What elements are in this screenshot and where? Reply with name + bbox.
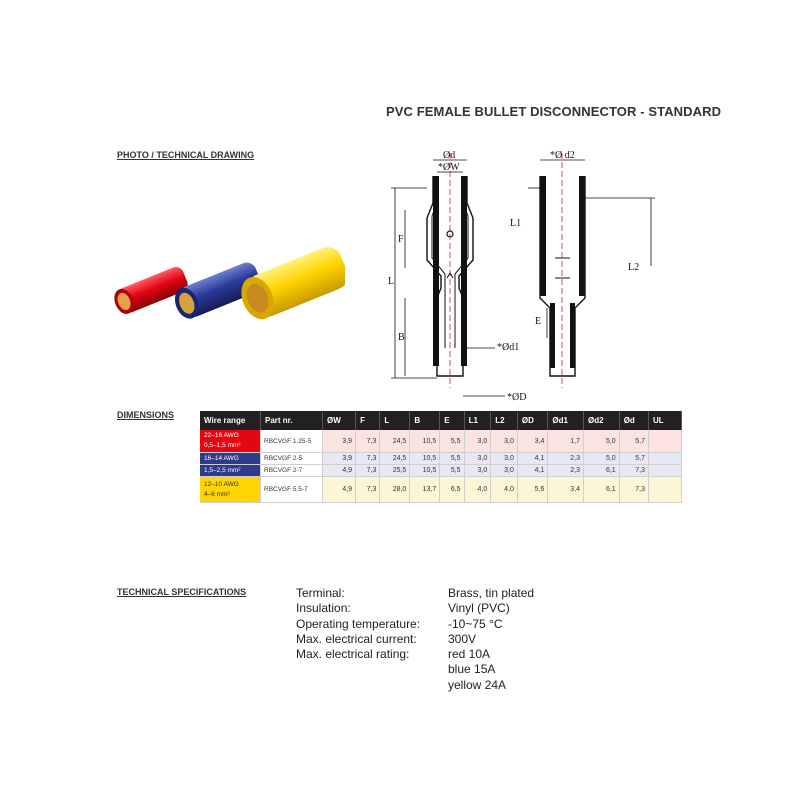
label-d: Ød bbox=[443, 150, 456, 161]
header-cell: E bbox=[440, 411, 464, 430]
section-dimensions-heading: DIMENSIONS bbox=[117, 410, 175, 420]
value-cell: 6,1 bbox=[584, 465, 620, 477]
header-cell: L bbox=[380, 411, 410, 430]
value-cell: 6,5 bbox=[440, 477, 464, 503]
value-cell: 3,9 bbox=[323, 430, 356, 453]
value-cell: 2,3 bbox=[548, 465, 584, 477]
section-specs-heading: TECHNICAL SPECIFICATIONS bbox=[117, 587, 247, 597]
technical-drawing bbox=[355, 148, 665, 403]
value-cell: 4,1 bbox=[517, 465, 548, 477]
value-cell: 3,4 bbox=[548, 477, 584, 503]
label-d2: *Ø d2 bbox=[550, 150, 575, 161]
wire-range-cell: 22–16 AWG 0,5–1,5 mm² bbox=[200, 430, 261, 453]
spec-key: Insulation: bbox=[296, 601, 351, 616]
value-cell: 24,5 bbox=[380, 430, 410, 453]
spec-value: Brass, tin plated bbox=[448, 586, 535, 600]
header-cell: ØD bbox=[517, 411, 548, 430]
value-cell: 7,3 bbox=[356, 477, 380, 503]
header-cell: UL bbox=[649, 411, 682, 430]
part-number-cell: RBCVGF 2-5 bbox=[261, 453, 323, 465]
spec-key: Terminal: bbox=[296, 586, 345, 600]
value-cell: 5,6 bbox=[517, 477, 548, 503]
spec-key: Max. electrical current: bbox=[296, 631, 417, 646]
spec-row bbox=[296, 617, 534, 632]
ul-cell bbox=[649, 430, 682, 453]
value-cell: 10,5 bbox=[410, 430, 440, 453]
table-row bbox=[200, 453, 682, 465]
table-header-row bbox=[200, 411, 682, 430]
value-cell: 28,0 bbox=[380, 477, 410, 503]
yellow-connector bbox=[235, 243, 345, 324]
header-cell: Ød1 bbox=[548, 411, 584, 430]
value-cell: 7,3 bbox=[619, 477, 648, 503]
table-row bbox=[200, 477, 682, 503]
value-cell: 5,0 bbox=[584, 453, 620, 465]
value-cell: 3,4 bbox=[517, 430, 548, 453]
header-cell: L2 bbox=[491, 411, 518, 430]
ul-cell bbox=[649, 477, 682, 503]
value-cell: 3,0 bbox=[491, 430, 518, 453]
table-row bbox=[200, 430, 682, 453]
side-view bbox=[540, 176, 585, 376]
value-cell: 3,0 bbox=[464, 453, 491, 465]
header-cell: Ød2 bbox=[584, 411, 620, 430]
spec-key bbox=[296, 678, 448, 693]
header-cell: Part nr. bbox=[261, 411, 323, 430]
value-cell: 5,7 bbox=[619, 453, 648, 465]
wire-range-cell: 12–10 AWG 4–6 mm² bbox=[200, 477, 261, 503]
spec-value: blue 15A bbox=[448, 662, 496, 677]
header-cell: Ød bbox=[619, 411, 648, 430]
value-cell: 7,3 bbox=[619, 465, 648, 477]
value-cell: 25,5 bbox=[380, 465, 410, 477]
spec-row bbox=[296, 647, 534, 662]
value-cell: 6,1 bbox=[584, 477, 620, 503]
value-cell: 4,1 bbox=[517, 453, 548, 465]
header-cell: B bbox=[410, 411, 440, 430]
value-cell: 2,3 bbox=[548, 453, 584, 465]
value-cell: 3,0 bbox=[464, 465, 491, 477]
spec-key bbox=[296, 662, 448, 677]
ul-cell bbox=[649, 453, 682, 465]
value-cell: 1,7 bbox=[548, 430, 584, 453]
value-cell: 3,9 bbox=[323, 453, 356, 465]
spec-value: red 10A bbox=[448, 647, 491, 662]
value-cell: 5,5 bbox=[440, 453, 464, 465]
value-cell: 4,0 bbox=[491, 477, 518, 503]
header-cell: F bbox=[356, 411, 380, 430]
technical-specs bbox=[296, 586, 534, 693]
value-cell: 5,5 bbox=[440, 465, 464, 477]
label-b: B bbox=[398, 332, 405, 343]
spec-row bbox=[296, 662, 534, 677]
product-photo bbox=[110, 230, 345, 340]
label-w: *ØW bbox=[438, 162, 460, 173]
value-cell: 10,5 bbox=[410, 453, 440, 465]
value-cell: 3,0 bbox=[491, 453, 518, 465]
page-title: PVC FEMALE BULLET DISCONNECTOR - STANDARD bbox=[386, 104, 722, 119]
value-cell: 3,0 bbox=[491, 465, 518, 477]
spec-value: yellow 24A bbox=[448, 677, 507, 692]
value-cell: 5,7 bbox=[619, 430, 648, 453]
label-e: E bbox=[535, 316, 542, 327]
value-cell: 24,5 bbox=[380, 453, 410, 465]
spec-key: Max. electrical rating: bbox=[296, 647, 410, 662]
header-cell: ØW bbox=[323, 411, 356, 430]
value-cell: 13,7 bbox=[410, 477, 440, 503]
ul-cell bbox=[649, 465, 682, 477]
spec-row bbox=[296, 632, 534, 647]
spec-row bbox=[296, 601, 534, 616]
label-D: *ØD bbox=[507, 392, 527, 403]
value-cell: 3,0 bbox=[464, 430, 491, 453]
label-l2: L2 bbox=[628, 262, 640, 273]
wire-range-cell: 1,5–2,5 mm² bbox=[200, 465, 261, 477]
dimensions-table bbox=[200, 411, 682, 503]
value-cell: 4,9 bbox=[323, 465, 356, 477]
value-cell: 10,5 bbox=[410, 465, 440, 477]
header-cell: Wire range bbox=[200, 411, 261, 430]
value-cell: 7,3 bbox=[356, 453, 380, 465]
table-row bbox=[200, 465, 682, 477]
wire-range-cell: 16–14 AWG bbox=[200, 453, 261, 465]
part-number-cell: RBCVGF 2-7 bbox=[261, 465, 323, 477]
part-number-cell: RBCVGF 5.5-7 bbox=[261, 477, 323, 503]
header-cell: L1 bbox=[464, 411, 491, 430]
value-cell: 7,3 bbox=[356, 465, 380, 477]
value-cell: 5,0 bbox=[584, 430, 620, 453]
value-cell: 5,5 bbox=[440, 430, 464, 453]
label-f: F bbox=[398, 234, 404, 245]
value-cell: 7,3 bbox=[356, 430, 380, 453]
spec-value: Vinyl (PVC) bbox=[448, 601, 510, 616]
spec-value: -10~75 °C bbox=[448, 616, 503, 631]
section-photo-heading: PHOTO / TECHNICAL DRAWING bbox=[117, 150, 255, 160]
spec-row bbox=[296, 678, 534, 693]
label-l1: L1 bbox=[510, 218, 522, 229]
spec-value: 300V bbox=[448, 631, 477, 646]
label-l: L bbox=[388, 276, 395, 287]
label-d1: *Ød1 bbox=[497, 342, 520, 353]
value-cell: 4,0 bbox=[464, 477, 491, 503]
value-cell: 4,9 bbox=[323, 477, 356, 503]
spec-key: Operating temperature: bbox=[296, 616, 421, 631]
part-number-cell: RBCVGF 1.25-5 bbox=[261, 430, 323, 453]
spec-row bbox=[296, 586, 534, 601]
